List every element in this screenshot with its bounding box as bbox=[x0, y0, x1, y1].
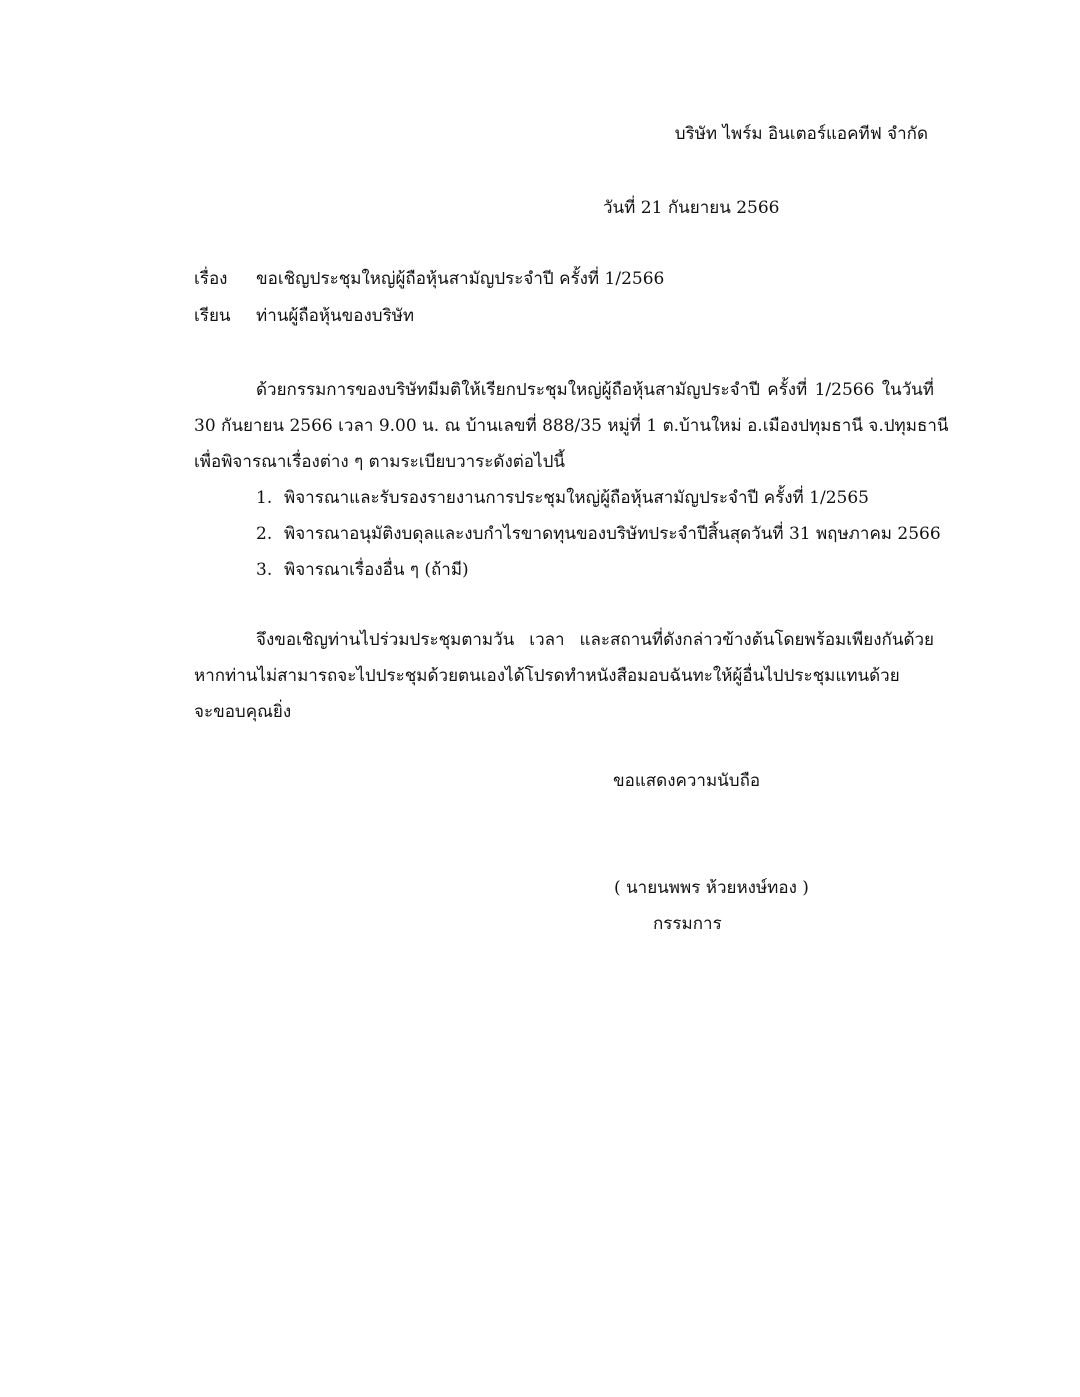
subject-label: เรื่อง bbox=[194, 269, 228, 289]
body-line: หากท่านไม่สามารถจะไปประชุมด้วยตนเองได้โปรดทำหนังสือมอบฉันทะให้ผู้อื่นไปประชุมแทนด้วย bbox=[194, 666, 900, 686]
company-name: บริษัท ไพร์ม อินเตอร์แอคทีฟ จำกัด bbox=[674, 124, 928, 144]
agenda-item bbox=[256, 516, 941, 552]
body-paragraph-2 bbox=[194, 622, 934, 730]
agenda-number: 2. bbox=[256, 524, 273, 544]
signer-name: ( นายนพพร ห้วยหงษ์ทอง ) bbox=[614, 878, 809, 898]
letter-date: วันที่ 21 กันยายน 2566 bbox=[603, 198, 780, 218]
agenda-list bbox=[256, 480, 941, 588]
agenda-text: พิจารณาเรื่องอื่น ๆ (ถ้ามี) bbox=[284, 560, 469, 580]
body-line: จึงขอเชิญท่านไปร่วมประชุมตามวัน เวลา และสถานที่ดังกล่าวข้างต้นโดยพร้อมเพียงกันด้วย bbox=[256, 630, 934, 650]
agenda-number: 1. bbox=[256, 488, 273, 508]
body-line: ด้วยกรรมการของบริษัทมีมติให้เรียกประชุมใหญ่ผู้ถือหุ้นสามัญประจำปี ครั้งที่ 1/2566 ในวันที่ bbox=[256, 380, 934, 400]
subject-text: ขอเชิญประชุมใหญ่ผู้ถือหุ้นสามัญประจำปี ครั้งที่ 1/2566 bbox=[256, 269, 665, 289]
agenda-number: 3. bbox=[256, 560, 273, 580]
closing-salutation: ขอแสดงความนับถือ bbox=[613, 771, 761, 791]
agenda-item bbox=[256, 480, 941, 516]
agenda-text: พิจารณาและรับรองรายงานการประชุมใหญ่ผู้ถือหุ้นสามัญประจำปี ครั้งที่ 1/2565 bbox=[284, 488, 869, 508]
body-line: เพื่อพิจารณาเรื่องต่าง ๆ ตามระเบียบวาระดังต่อไปนี้ bbox=[194, 452, 565, 472]
agenda-text: พิจารณาอนุมัติงบดุลและงบกำไรขาดทุนของบริษัทประจำปีสิ้นสุดวันที่ 31 พฤษภาคม 2566 bbox=[284, 524, 941, 544]
body-line: 30 กันยายน 2566 เวลา 9.00 น. ณ บ้านเลขที่ 888/35 หมู่ที่ 1 ต.บ้านใหม่ อ.เมืองปทุมธานี จ.ปทุมธานี bbox=[194, 416, 949, 436]
agenda-item bbox=[256, 552, 941, 588]
signer-title: กรรมการ bbox=[653, 914, 722, 934]
recipient-label: เรียน bbox=[194, 306, 231, 326]
body-line: จะขอบคุณยิ่ง bbox=[194, 702, 292, 722]
body-paragraph-1 bbox=[194, 372, 949, 480]
recipient-text: ท่านผู้ถือหุ้นของบริษัท bbox=[256, 306, 415, 326]
